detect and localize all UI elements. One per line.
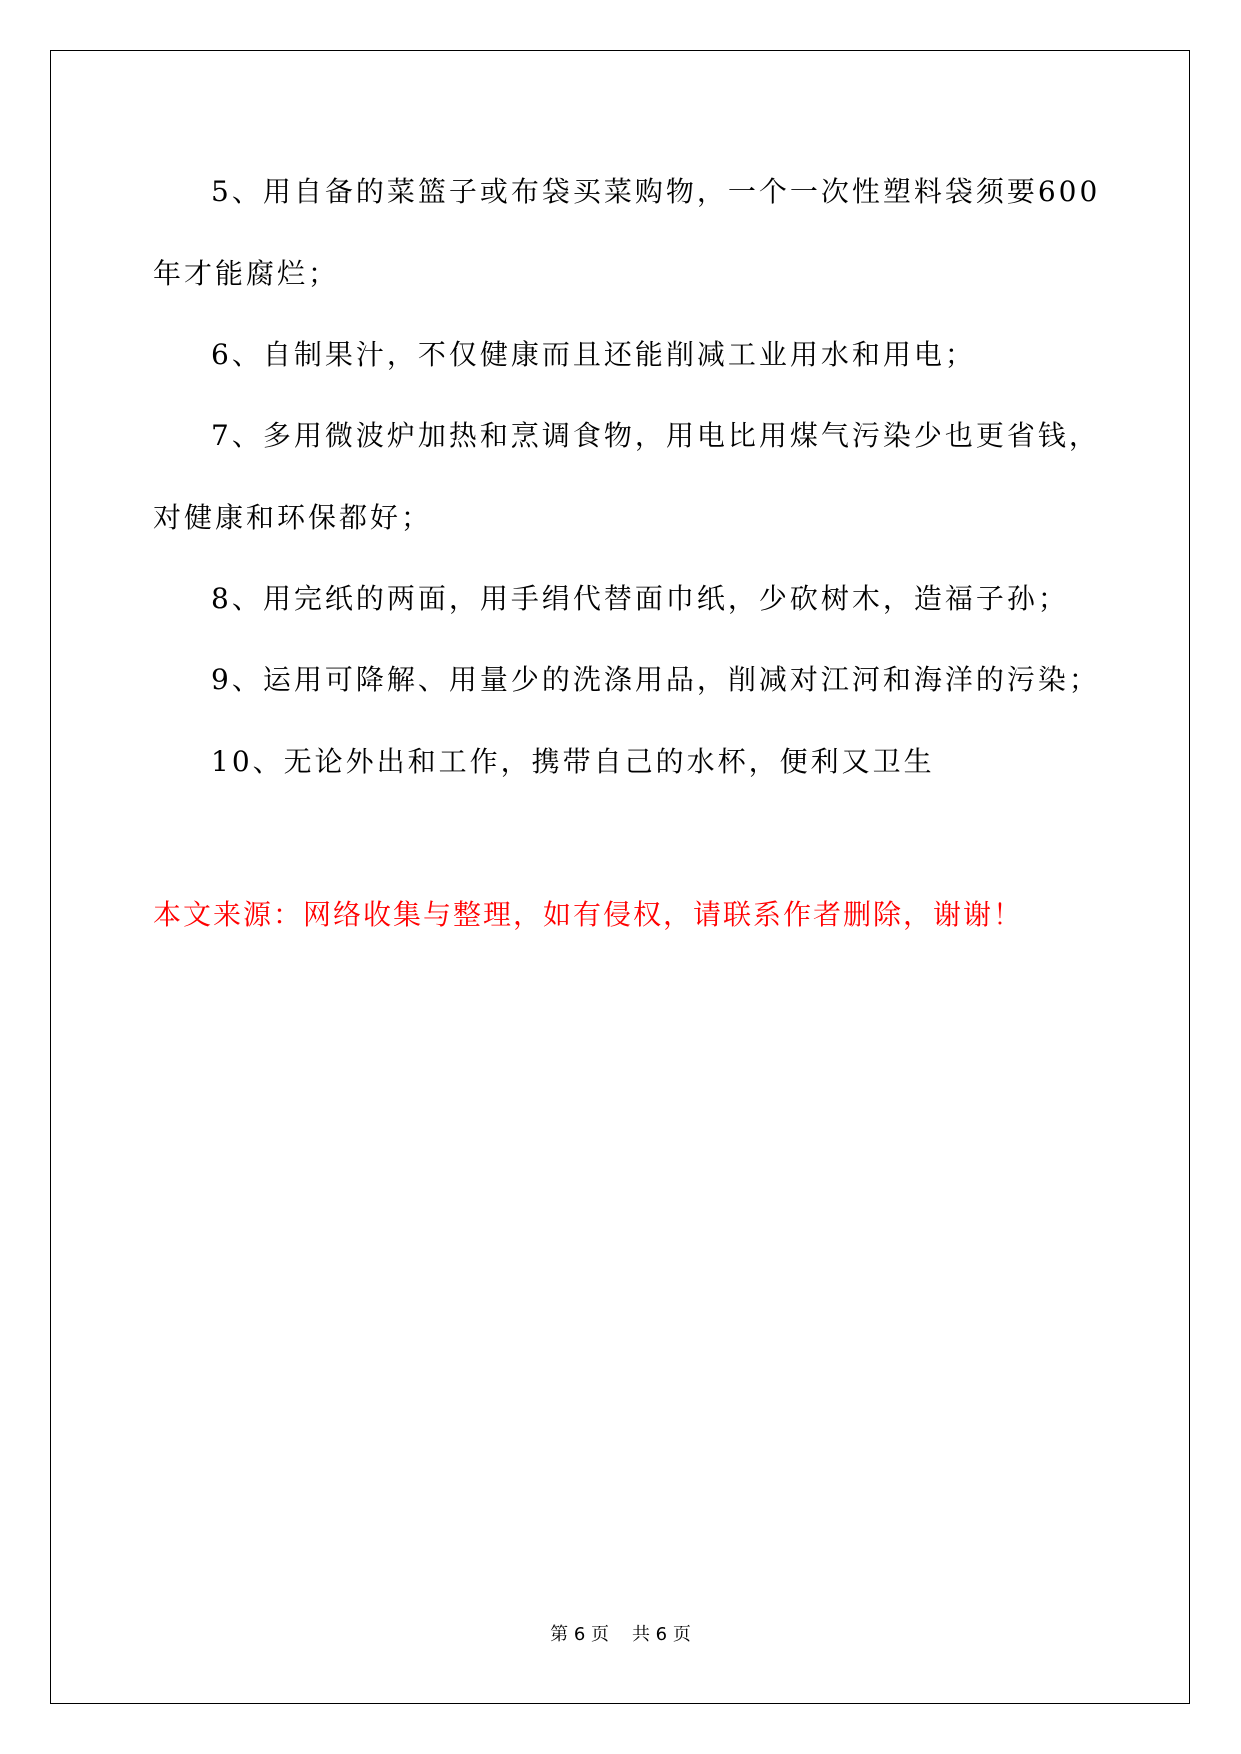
paragraph-9-line-1: 9、运用可降解、用量少的洗涤用品，削减对江河和海洋的污染； — [211, 663, 1100, 696]
paragraph-7-line-2: 对健康和环保都好； — [153, 501, 433, 534]
paragraph-5-line-2: 年才能腐烂； — [153, 257, 340, 290]
paragraph-8-line-1: 8、用完纸的两面，用手绢代替面巾纸，少砍树木，造福子孙； — [211, 582, 1069, 615]
page-number-footer: 第 6 页 共 6 页 — [550, 1624, 691, 1645]
source-disclaimer: 本文来源：网络收集与整理，如有侵权，请联系作者删除，谢谢！ — [153, 898, 1024, 931]
paragraph-10-line-1: 10、无论外出和工作，携带自己的水杯，便利又卫生 — [211, 745, 935, 778]
paragraph-6-line-1: 6、自制果汁，不仅健康而且还能削减工业用水和用电； — [211, 338, 976, 371]
page-border — [50, 50, 1190, 1704]
paragraph-5-line-1: 5、用自备的菜篮子或布袋买菜购物，一个一次性塑料袋须要600 — [211, 175, 1101, 208]
paragraph-7-line-1: 7、多用微波炉加热和烹调食物，用电比用煤气污染少也更省钱， — [211, 419, 1100, 452]
